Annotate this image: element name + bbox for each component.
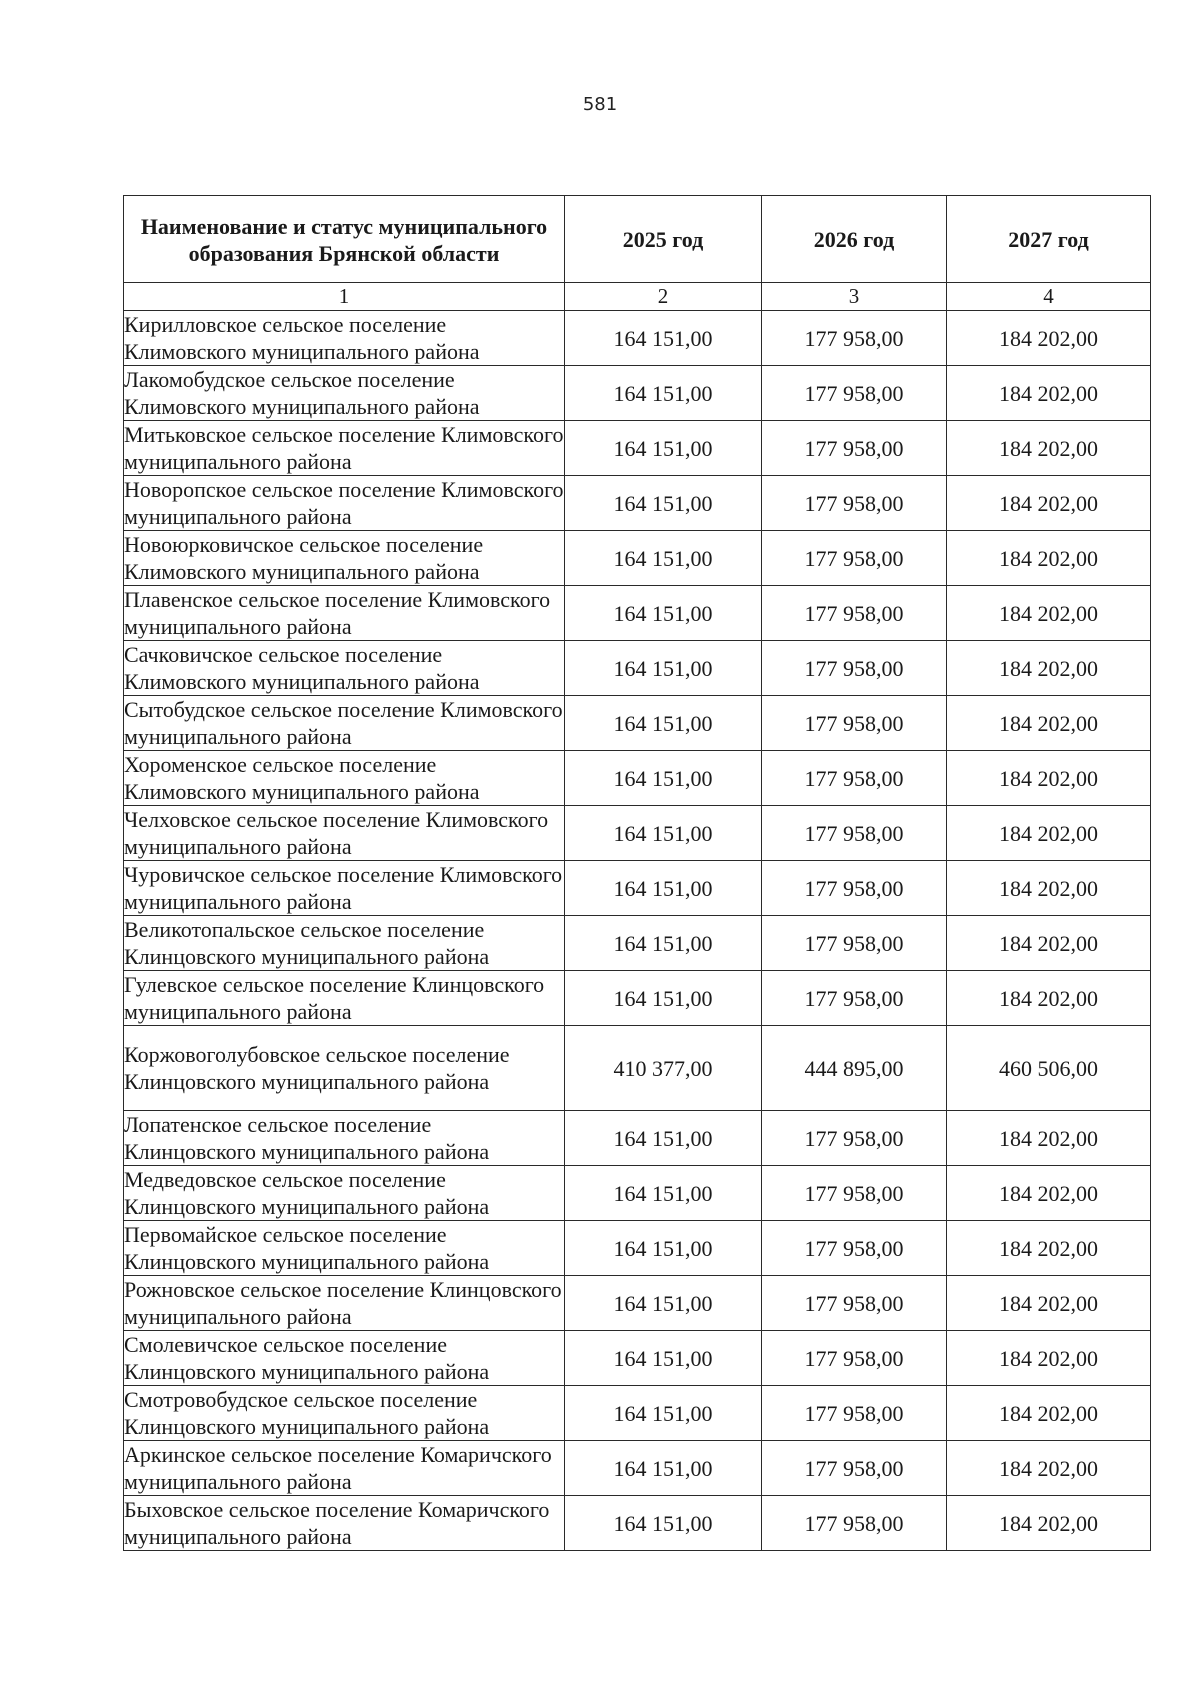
value-2025: 164 151,00 [565, 861, 762, 916]
municipality-name: Плавенское сельское поселение Климовского муниципального района [124, 586, 565, 641]
table-row [124, 696, 1151, 751]
value-2026: 177 958,00 [762, 1111, 947, 1166]
value-2027: 184 202,00 [947, 1221, 1151, 1276]
value-2026: 177 958,00 [762, 861, 947, 916]
value-2025: 164 151,00 [565, 1331, 762, 1386]
value-2026: 177 958,00 [762, 1331, 947, 1386]
table-row [124, 311, 1151, 366]
table-header-row [124, 196, 1151, 283]
value-2026: 177 958,00 [762, 531, 947, 586]
column-number: 3 [762, 283, 947, 311]
value-2027: 184 202,00 [947, 421, 1151, 476]
table-row [124, 1441, 1151, 1496]
value-2026: 444 895,00 [762, 1026, 947, 1111]
value-2025: 164 151,00 [565, 311, 762, 366]
table-row [124, 861, 1151, 916]
municipality-name: Лакомобудское сельское поселение Климовского муниципального района [124, 366, 565, 421]
header-2027: 2027 год [947, 196, 1151, 283]
municipality-name: Великотопальское сельское поселение Клинцовского муниципального района [124, 916, 565, 971]
municipality-name: Смотровобудское сельское поселение Клинцовского муниципального района [124, 1386, 565, 1441]
column-number-row [124, 283, 1151, 311]
value-2025: 164 151,00 [565, 751, 762, 806]
value-2027: 184 202,00 [947, 696, 1151, 751]
value-2026: 177 958,00 [762, 1276, 947, 1331]
value-2026: 177 958,00 [762, 1441, 947, 1496]
table-row [124, 476, 1151, 531]
table-row [124, 751, 1151, 806]
value-2026: 177 958,00 [762, 696, 947, 751]
value-2027: 184 202,00 [947, 1276, 1151, 1331]
value-2027: 184 202,00 [947, 586, 1151, 641]
value-2026: 177 958,00 [762, 476, 947, 531]
value-2025: 164 151,00 [565, 971, 762, 1026]
value-2027: 184 202,00 [947, 751, 1151, 806]
municipality-name: Челховское сельское поселение Климовского муниципального района [124, 806, 565, 861]
column-number: 1 [124, 283, 565, 311]
value-2025: 164 151,00 [565, 1221, 762, 1276]
municipality-name: Рожновское сельское поселение Клинцовского муниципального района [124, 1276, 565, 1331]
value-2026: 177 958,00 [762, 586, 947, 641]
value-2027: 184 202,00 [947, 1111, 1151, 1166]
value-2026: 177 958,00 [762, 1496, 947, 1551]
column-number: 2 [565, 283, 762, 311]
table-row [124, 1166, 1151, 1221]
municipality-name: Новоюрковичское сельское поселение Климовского муниципального района [124, 531, 565, 586]
municipality-name: Митьковское сельское поселение Климовского муниципального района [124, 422, 564, 474]
value-2025: 164 151,00 [565, 641, 762, 696]
municipality-name: Новоропское сельское поселение Климовского муниципального района [124, 477, 564, 529]
value-2025: 164 151,00 [565, 476, 762, 531]
municipality-name: Сытобудское сельское поселение Климовского муниципального района [124, 697, 563, 749]
value-2027: 184 202,00 [947, 476, 1151, 531]
value-2025: 164 151,00 [565, 1111, 762, 1166]
value-2026: 177 958,00 [762, 1386, 947, 1441]
table-row [124, 586, 1151, 641]
table-row [124, 916, 1151, 971]
value-2027: 184 202,00 [947, 531, 1151, 586]
value-2027: 184 202,00 [947, 1386, 1151, 1441]
value-2026: 177 958,00 [762, 421, 947, 476]
table-row [124, 1386, 1151, 1441]
value-2026: 177 958,00 [762, 806, 947, 861]
value-2025: 164 151,00 [565, 586, 762, 641]
value-2027: 184 202,00 [947, 806, 1151, 861]
table-row [124, 421, 1151, 476]
municipality-name: Лопатенское сельское поселение Клинцовского муниципального района [124, 1111, 565, 1166]
municipality-name: Чуровичское сельское поселение Климовского муниципального района [124, 861, 565, 916]
value-2027: 184 202,00 [947, 916, 1151, 971]
municipality-name: Быховское сельское поселение Комаричского муниципального района [124, 1496, 565, 1551]
table-row [124, 366, 1151, 421]
value-2025: 164 151,00 [565, 1496, 762, 1551]
value-2027: 184 202,00 [947, 1441, 1151, 1496]
table-row [124, 1221, 1151, 1276]
value-2026: 177 958,00 [762, 971, 947, 1026]
municipality-name: Сачковичское сельское поселение Климовского муниципального района [124, 641, 565, 696]
value-2026: 177 958,00 [762, 751, 947, 806]
table-row [124, 531, 1151, 586]
municipality-name: Медведовское сельское поселение Клинцовского муниципального района [124, 1166, 565, 1221]
value-2025: 164 151,00 [565, 1166, 762, 1221]
value-2026: 177 958,00 [762, 311, 947, 366]
value-2026: 177 958,00 [762, 916, 947, 971]
municipality-name: Смолевичское сельское поселение Клинцовского муниципального района [124, 1331, 565, 1386]
value-2025: 164 151,00 [565, 366, 762, 421]
municipality-name: Первомайское сельское поселение Клинцовского муниципального района [124, 1221, 565, 1276]
value-2025: 164 151,00 [565, 916, 762, 971]
municipality-name: Хороменское сельское поселение Климовского муниципального района [124, 751, 565, 806]
value-2027: 184 202,00 [947, 1496, 1151, 1551]
value-2025: 164 151,00 [565, 806, 762, 861]
value-2025: 164 151,00 [565, 531, 762, 586]
allocation-table [123, 195, 1151, 1551]
value-2027: 184 202,00 [947, 971, 1151, 1026]
table-row [124, 1276, 1151, 1331]
table-row [124, 641, 1151, 696]
header-name: Наименование и статус муниципального образования Брянской области [124, 196, 565, 283]
value-2026: 177 958,00 [762, 1221, 947, 1276]
value-2025: 410 377,00 [565, 1026, 762, 1111]
value-2027: 184 202,00 [947, 1331, 1151, 1386]
header-2026: 2026 год [762, 196, 947, 283]
municipality-name: Аркинское сельское поселение Комаричского муниципального района [124, 1441, 565, 1496]
table-row [124, 1111, 1151, 1166]
value-2025: 164 151,00 [565, 696, 762, 751]
value-2027: 184 202,00 [947, 641, 1151, 696]
value-2027: 184 202,00 [947, 1166, 1151, 1221]
table-row [124, 1331, 1151, 1386]
value-2026: 177 958,00 [762, 366, 947, 421]
table-row [124, 806, 1151, 861]
table-row [124, 1026, 1151, 1111]
municipality-name: Кирилловское сельское поселение Климовского муниципального района [124, 311, 565, 366]
value-2026: 177 958,00 [762, 641, 947, 696]
table-row [124, 1496, 1151, 1551]
page-number: 581 [582, 94, 618, 115]
header-2025: 2025 год [565, 196, 762, 283]
municipality-name: Коржовоголубовское сельское поселение Клинцовского муниципального района [124, 1026, 565, 1111]
value-2025: 164 151,00 [565, 1441, 762, 1496]
value-2027: 184 202,00 [947, 861, 1151, 916]
value-2027: 184 202,00 [947, 311, 1151, 366]
column-number: 4 [947, 283, 1151, 311]
value-2026: 177 958,00 [762, 1166, 947, 1221]
municipality-name: Гулевское сельское поселение Клинцовского муниципального района [124, 971, 565, 1026]
value-2025: 164 151,00 [565, 1386, 762, 1441]
value-2027: 184 202,00 [947, 366, 1151, 421]
table-row [124, 971, 1151, 1026]
value-2027: 460 506,00 [947, 1026, 1151, 1111]
value-2025: 164 151,00 [565, 421, 762, 476]
value-2025: 164 151,00 [565, 1276, 762, 1331]
